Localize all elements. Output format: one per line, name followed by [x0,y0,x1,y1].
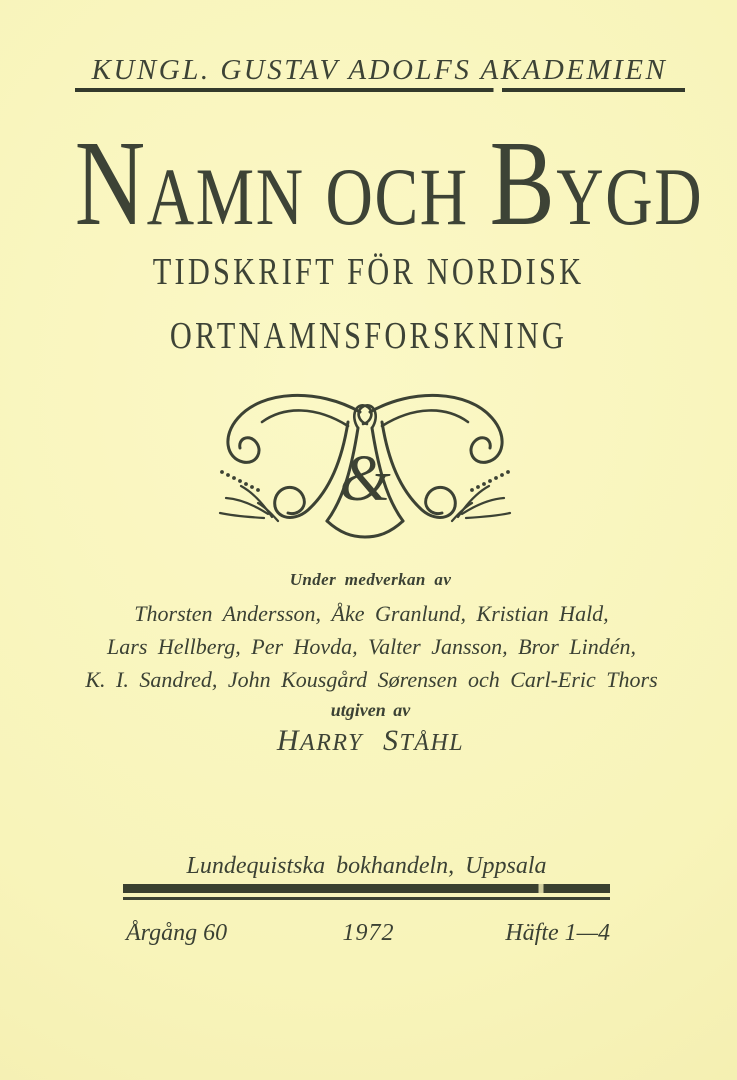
contributors-list [0,597,737,696]
academy-rule [75,88,685,92]
contributors-intro: Under medverkan av [289,570,452,589]
publisher-line: Lundequistska bokhandeln, Uppsala [186,853,547,879]
imprint-row [0,918,737,952]
volume-label: Årgång 60 [126,920,228,946]
year-label: 1972 [342,920,395,946]
monogram-ampersand: & [338,442,391,515]
title-word: OCH [325,151,469,242]
contributors-line-3: K. I. Sandred, John Kousgård Sørensen och Carl-Eric Thors [85,667,658,692]
subtitle-line-1: TIDSKRIFT FÖR NORDISK [152,251,585,293]
title-word: NAMN [74,116,305,251]
contributors-line-1: Thorsten Andersson, Åke Granlund, Kristian Hald, [134,601,609,626]
journal-subtitle [74,240,664,368]
title-word: BYGD [489,116,704,251]
academy-header: KUNGL. GUSTAV ADOLFS AKADEMIEN [91,54,668,86]
contributors-line-2: Lars Hellberg, Per Hovda, Valter Jansson, Bror Lindén, [107,634,636,659]
imprint-rule-thick [123,884,610,893]
editor-name [0,726,737,761]
editor-intro: utgiven av [330,700,411,720]
issue-label: Häfte 1—4 [505,920,610,946]
journal-title [74,116,704,251]
editor-word: STÅHL [382,724,465,757]
subtitle-line-2: ORTNAMNSFORSKNING [169,315,568,357]
imprint-rule-thin [123,897,610,900]
nb-monogram-icon [200,386,530,542]
editor-word: HARRY [276,724,363,757]
